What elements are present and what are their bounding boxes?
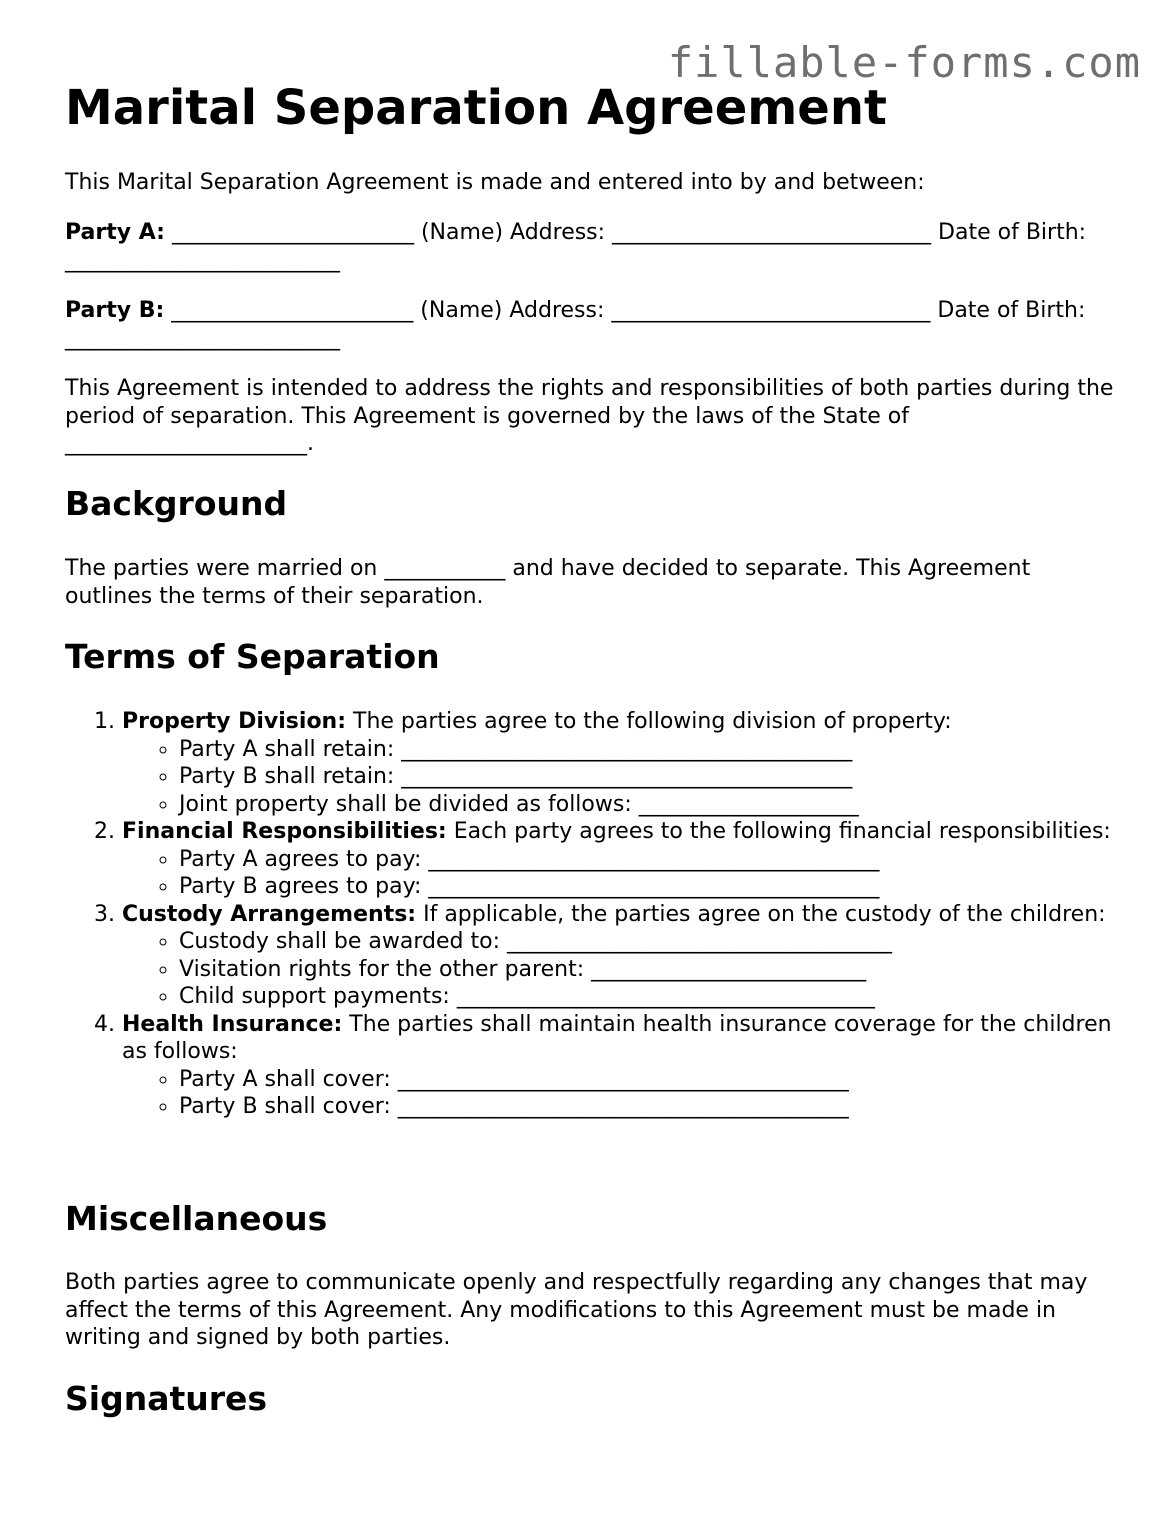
term-text: Each party agrees to the following financial responsibilities: — [446, 819, 1111, 844]
page-title: Marital Separation Agreement — [65, 80, 887, 136]
list-item: ◦ Custody shall be awarded to: ___________________________________ — [179, 928, 1115, 956]
terms-list — [65, 708, 1115, 1121]
term-text: If applicable, the parties agree on the custody of the children: — [416, 901, 1106, 927]
list-item: ◦ Child support payments: ______________________________________ — [179, 983, 1115, 1011]
list-item: ◦ Joint property shall be divided as follows: ____________________ — [179, 791, 1115, 819]
terms-heading: Terms of Separation — [65, 637, 440, 676]
party-a-line — [65, 219, 1115, 274]
watermark: fillable-forms.com — [667, 38, 1141, 87]
party-a-label: Party A: — [65, 220, 165, 245]
list-item: ◦ Party B shall cover: _________________________________________ — [179, 1093, 1115, 1121]
term-sublist — [122, 736, 1115, 819]
term-sublist — [122, 1066, 1115, 1121]
background-heading: Background — [65, 484, 288, 523]
term-custody-arrangements — [122, 901, 1115, 1011]
signatures-heading: Signatures — [65, 1379, 268, 1418]
party-a-fields: ______________________ (Name) Address: _____________________________ Date of Birth: _________________________ — [65, 220, 1087, 273]
term-label: Custody Arrangements: — [122, 901, 417, 927]
term-label: Health Insurance: — [122, 1011, 343, 1037]
purpose-text: This Agreement is intended to address the rights and responsibilities of both parties during the period of separation. This Agreement is governed by the laws of the State of ______________________. — [65, 376, 1114, 456]
party-b-fields: ______________________ (Name) Address: _____________________________ Date of Birth: _________________________ — [65, 298, 1086, 351]
list-item: ◦ Visitation rights for the other parent: _________________________ — [179, 956, 1115, 984]
party-b-line — [65, 297, 1115, 352]
party-b-label: Party B: — [65, 298, 165, 323]
term-text: The parties shall maintain health insurance coverage for the children as follows: — [122, 1011, 1112, 1064]
list-item: ◦ Party B agrees to pay: _________________________________________ — [179, 873, 1115, 901]
misc-text: Both parties agree to communicate openly and respectfully regarding any changes that may affect the terms of this Agreement. Any modifications to this Agreement must be made in writing and signed by both parties. — [65, 1270, 1088, 1350]
list-item: ◦ Party A shall retain: _________________________________________ — [179, 736, 1115, 764]
list-item: ◦ Party B shall retain: _________________________________________ — [179, 763, 1115, 791]
term-health-insurance — [122, 1011, 1115, 1121]
background-text: The parties were married on ___________ and have decided to separate. This Agreement outlines the terms of their separation. — [65, 556, 1031, 609]
term-label: Property Division: — [122, 709, 347, 734]
misc-heading: Miscellaneous — [65, 1199, 328, 1238]
term-sublist — [122, 928, 1115, 1011]
list-item: ◦ Party A agrees to pay: _________________________________________ — [179, 846, 1115, 874]
term-financial-responsibilities — [122, 818, 1115, 901]
term-sublist — [122, 846, 1115, 901]
list-item: ◦ Party A shall cover: _________________________________________ — [179, 1066, 1115, 1094]
term-text: The parties agree to the following division of property: — [346, 709, 952, 734]
intro-text: This Marital Separation Agreement is made and entered into by and between: — [65, 170, 925, 195]
term-property-division — [122, 708, 1115, 818]
term-label: Financial Responsibilities: — [122, 819, 447, 844]
terms-list-wrapper — [65, 708, 1115, 1121]
